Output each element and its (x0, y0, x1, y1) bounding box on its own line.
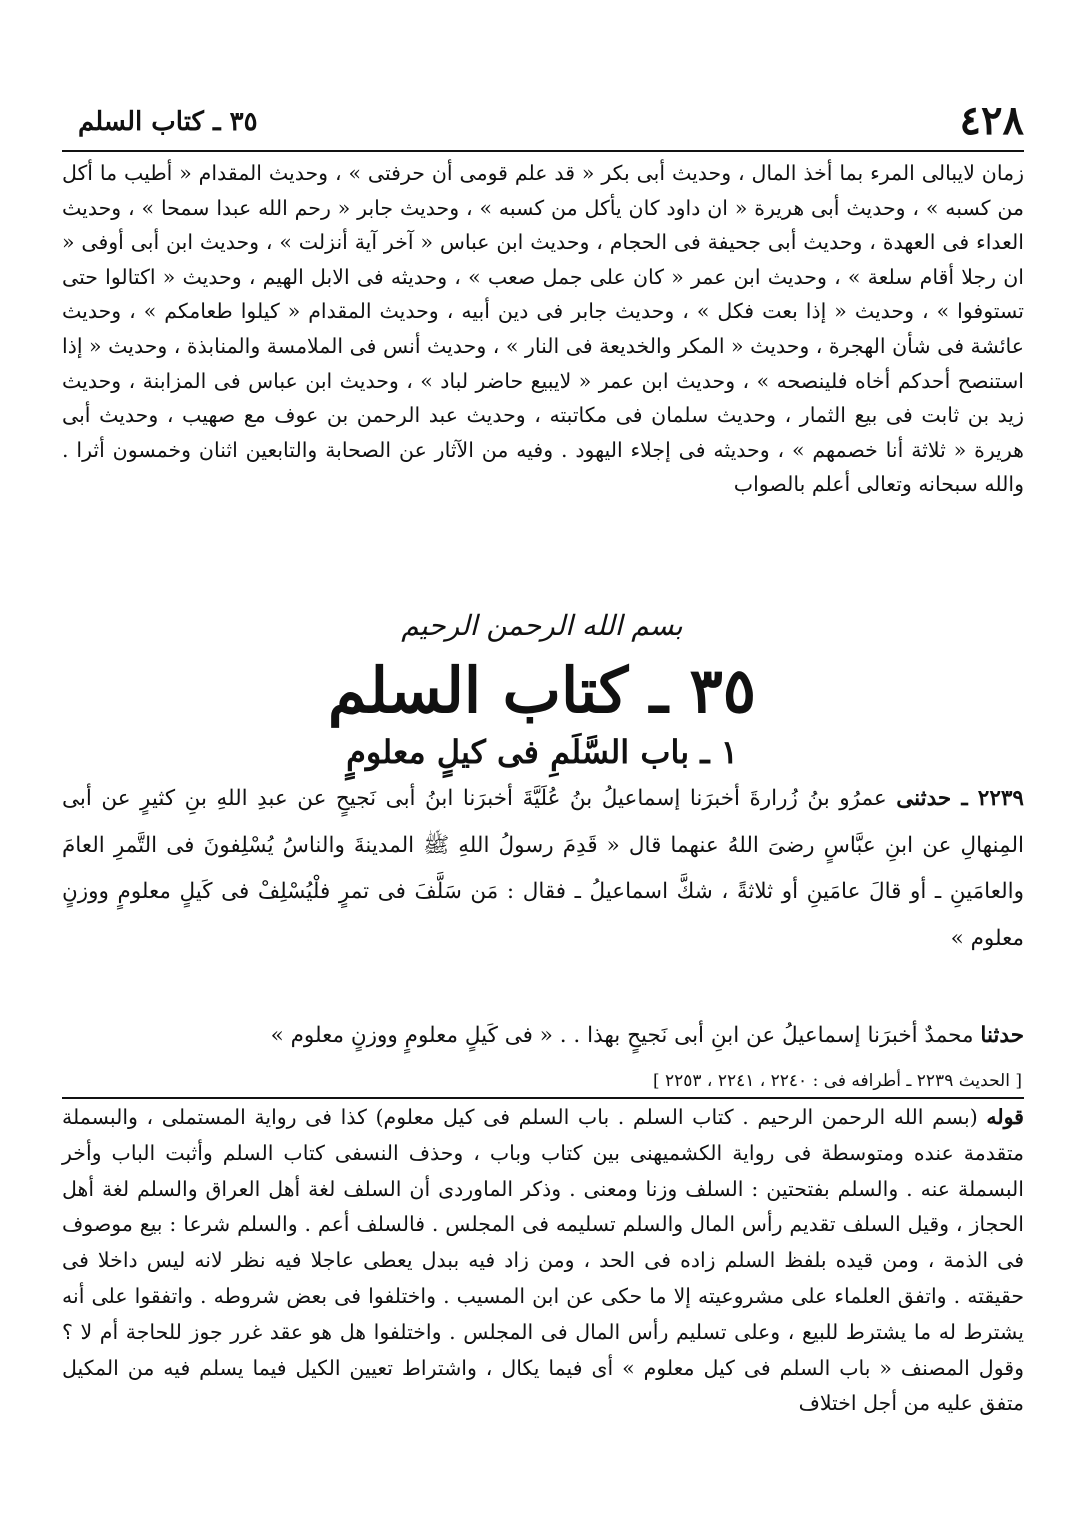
hadith-opening: ٢٢٣٩ ـ حدثنى (896, 786, 1024, 811)
intro-paragraph: زمان لايبالى المرء بما أخذ المال ، وحديث أبى بكر « قد علم قومى أن حرفتى » ، وحديث المقدام « أطيب ما أكل من كسبه » ، وحديث أبى هريرة « ان داود كان يأكل من كسبه » ، وحديث جابر « رحم الله عبدا سمحا » ، وحديث العداء فى العهدة ، وحديث أبى جحيفة فى الحجام ، وحديث ابن عباس « آخر آية أنزلت » ، وحديث ابن أبى أوفى « ان رجلا أقام سلعة » ، وحديث ابن عمر « كان على جمل صعب » ، وحديثه فى الابل الهيم ، وحديث « اكتالوا حتى تستوفوا » ، وحديث « إذا بعت فكل » ، وحديث جابر فى دين أبيه ، وحديث المقدام « كيلوا طعامكم » ، وحديث عائشة فى شأن الهجرة ، وحديث « المكر والخديعة فى النار » ، وحديث أنس فى الملامسة والمنابذة ، وحديث « إذا استنصح أحدكم أخاه فلينصحه » ، وحديث ابن عمر « لايبيع حاضر لباد » ، وحديث ابن عباس فى المزابنة ، وحديث زيد بن ثابت فى بيع الثمار ، وحديث سلمان فى مكاتبته ، وحديث عبد الرحمن بن عوف مع صهيب ، وحديث أبى هريرة « ثلاثة أنا خصمهم » ، وحديثه فى إجلاء اليهود . وفيه من الآثار عن الصحابة والتابعين اثنان وخمسون أثرا . والله سبحانه وتعالى أعلم بالصواب (62, 161, 1024, 497)
hadith-paragraph (62, 776, 1024, 962)
page-number: ٤٢٨ (959, 97, 1024, 144)
hadith-second-opening: حدثنا (980, 1023, 1024, 1048)
hadith-second-text: محمدٌ أخبرَنا إسماعيلُ عن ابنِ أبى نَجيحٍ بهذا . . « فى كَيلٍ معلومٍ ووزنٍ معلوم » (270, 1023, 974, 1048)
hadith-text: عمرُو بنُ زُرارةَ أخبرَنا إسماعيلُ بنُ عُلَيَّةَ أخبرَنا ابنُ أبى نَجيحٍ عن عبدِ اللهِ بنِ كثيرٍ عن أبى المِنهالِ عن ابنِ عبَّاسٍ رضىَ اللهُ عنهما قال « قَدِمَ رسولُ اللهِ ﷺ المدينةَ والناسُ يُسْلِفونَ فى التَّمرِ العامَ والعامَينِ ـ أو قالَ عامَينِ أو ثلاثةً ، شكَّ اسماعيلُ ـ فقال : مَن سَلَّفَ فى تمرٍ فلْيُسْلِفْ فى كَيلٍ معلومٍ ووزنٍ معلوم » (62, 786, 1024, 951)
hadith-second-paragraph (130, 1016, 1024, 1056)
header-rule (62, 150, 1024, 152)
book-title: ٣٥ ـ كتاب السلم (327, 654, 757, 727)
chapter-title: ١ ـ باب السَّلَمِ فى كيلٍ معلومٍ (346, 733, 738, 771)
section-separator (62, 1097, 1024, 1099)
page-header (70, 96, 1024, 146)
basmala: بسم الله الرحمن الرحيم (401, 609, 683, 642)
commentary-text: (بسم الله الرحمن الرحيم . كتاب السلم . باب السلم فى كيل معلوم) كذا فى رواية المستملى ، والبسملة متقدمة عنده ومتوسطة فى رواية الكشميهنى بين كتاب وباب ، وحذف النسفى كتاب السلم وأثبت الباب وأخر البسملة عنه . والسلم بفتحتين : السلف وزنا ومعنى . وذكر الماوردى أن السلف لغة أهل العراق والسلم لغة أهل الحجاز ، وقيل السلف تقديم رأس المال والسلم تسليمه فى المجلس . فالسلف أعم . والسلم شرعا : بيع موصوف فى الذمة ، ومن قيده بلفظ السلم زاده فى الحد ، ومن زاد فيه ببدل يعطى عاجلا فيه نظر لانه ليس داخلا فى حقيقته . واتفق العلماء على مشروعيته إلا ما حكى عن ابن المسيب . واختلفوا فى بعض شروطه . واتفقوا على أنه يشترط له ما يشترط للبيع ، وعلى تسليم رأس المال فى المجلس . واختلفوا هل هو عقد غرر جوز للحاجة أم لا ؟ وقول المصنف « باب السلم فى كيل معلوم » أى فيما يكال ، واشتراط تعيين الكيل فيما يسلم فيه من المكيل متفق عليه من أجل اختلاف (62, 1105, 1024, 1416)
hadith-cross-reference: [ الحديث ٢٢٣٩ ـ أطرافه فى : ٢٢٤٠ ، ٢٢٤١ ، ٢٢٥٣ ] (652, 1071, 1022, 1091)
commentary-opening: قوله (986, 1105, 1024, 1129)
commentary-paragraph (62, 1100, 1024, 1422)
running-title: ٣٥ ـ كتاب السلم (78, 107, 258, 137)
